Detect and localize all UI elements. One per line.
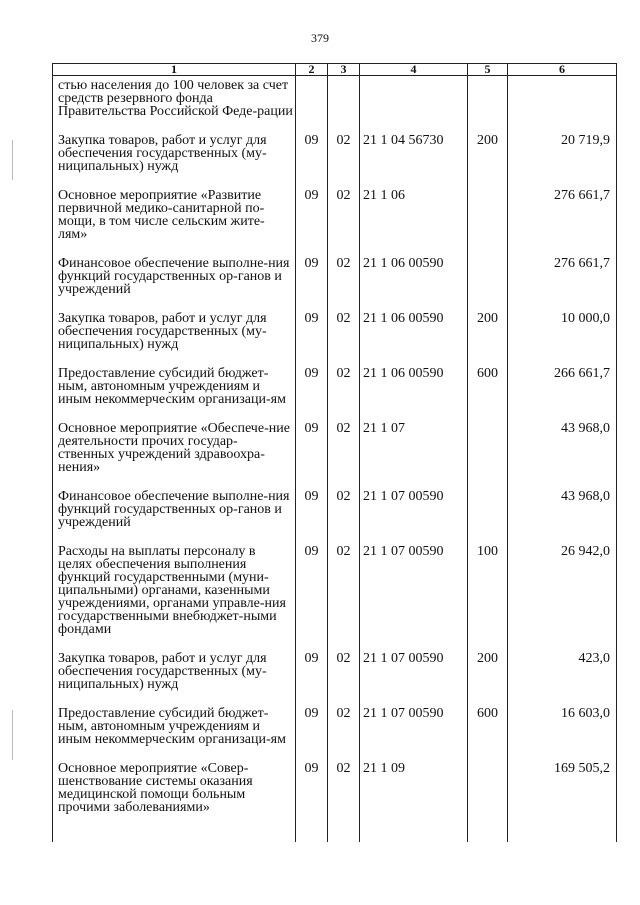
amount: 266 661,7 [508,363,617,418]
column-header: 5 [468,64,508,76]
expense-type-code: 100 [468,541,508,648]
subsection-code: 02 [328,541,360,648]
target-article-code: 21 1 06 [360,185,468,253]
subsection-code: 02 [328,253,360,308]
section-code: 09 [296,703,328,758]
table-row [53,758,617,842]
row-name: Расходы на выплаты персоналу в целях обеспечения выполнения функций государственными (муни-ципальными) органами, казенными учреждениями, органами управле-ния государственными внебюджет-ными фондами [53,541,296,648]
column-header: 1 [53,64,296,76]
expense-type-code: 200 [468,648,508,703]
row-name: Основное мероприятие «Совер-шенствование системы оказания медицинской помощи больным прочими заболеваниями» [53,758,296,842]
expense-type-code [468,758,508,842]
table-header [53,64,617,76]
column-header: 4 [360,64,468,76]
subsection-code: 02 [328,418,360,486]
table-row [53,185,617,253]
amount: 43 968,0 [508,486,617,541]
subsection-code: 02 [328,648,360,703]
expense-type-code: 200 [468,308,508,363]
column-header: 2 [296,64,328,76]
amount: 20 719,9 [508,130,617,185]
target-article-code: 21 1 07 00590 [360,541,468,648]
subsection-code [328,76,360,131]
amount: 10 000,0 [508,308,617,363]
budget-table [52,63,617,842]
amount: 16 603,0 [508,703,617,758]
target-article-code: 21 1 06 00590 [360,363,468,418]
table-body [53,76,617,843]
column-header: 3 [328,64,360,76]
table-row [53,363,617,418]
target-article-code [360,76,468,131]
table-row [53,308,617,363]
amount: 276 661,7 [508,185,617,253]
expense-type-code [468,253,508,308]
amount: 43 968,0 [508,418,617,486]
target-article-code: 21 1 06 00590 [360,308,468,363]
amount: 169 505,2 [508,758,617,842]
page-number: 379 [311,31,329,45]
table-row [53,76,617,131]
row-name: Предоставление субсидий бюджет-ным, автономным учреждениям и иным некоммерческим организаци-ям [53,703,296,758]
target-article-code: 21 1 07 00590 [360,648,468,703]
amount: 423,0 [508,648,617,703]
column-header: 6 [508,64,617,76]
section-code: 09 [296,541,328,648]
section-code: 09 [296,486,328,541]
section-code: 09 [296,185,328,253]
amount [508,76,617,131]
row-name: Финансовое обеспечение выполне-ния функций государственных ор-ганов и учреждений [53,253,296,308]
subsection-code: 02 [328,703,360,758]
row-name: Предоставление субсидий бюджет-ным, автономным учреждениям и иным некоммерческим организаци-ям [53,363,296,418]
section-code: 09 [296,648,328,703]
section-code: 09 [296,130,328,185]
target-article-code: 21 1 09 [360,758,468,842]
target-article-code: 21 1 07 [360,418,468,486]
row-name: Закупка товаров, работ и услуг для обеспечения государственных (му-ниципальных) нужд [53,648,296,703]
row-name: Закупка товаров, работ и услуг для обеспечения государственных (му-ниципальных) нужд [53,308,296,363]
section-code [296,76,328,131]
expense-type-code [468,185,508,253]
subsection-code: 02 [328,130,360,185]
table-row [53,418,617,486]
target-article-code: 21 1 07 00590 [360,486,468,541]
margin-mark [12,140,13,180]
expense-type-code [468,76,508,131]
table-row [53,703,617,758]
expense-type-code: 200 [468,130,508,185]
subsection-code: 02 [328,758,360,842]
section-code: 09 [296,363,328,418]
expense-type-code: 600 [468,363,508,418]
expense-type-code: 600 [468,703,508,758]
subsection-code: 02 [328,363,360,418]
table-row [53,486,617,541]
row-name: стью населения до 100 человек за счет средств резервного фонда Правительства Российской Феде-рации [53,76,296,131]
table-row [53,648,617,703]
expense-type-code [468,418,508,486]
row-name: Финансовое обеспечение выполне-ния функций государственных ор-ганов и учреждений [53,486,296,541]
amount: 276 661,7 [508,253,617,308]
table-row [53,253,617,308]
row-name: Основное мероприятие «Обеспече-ние деятельности прочих государ-ственных учреждений здравоохра-нения» [53,418,296,486]
subsection-code: 02 [328,185,360,253]
section-code: 09 [296,758,328,842]
section-code: 09 [296,308,328,363]
section-code: 09 [296,253,328,308]
target-article-code: 21 1 07 00590 [360,703,468,758]
target-article-code: 21 1 06 00590 [360,253,468,308]
row-name: Закупка товаров, работ и услуг для обеспечения государственных (му-ниципальных) нужд [53,130,296,185]
table-row [53,541,617,648]
subsection-code: 02 [328,308,360,363]
expense-type-code [468,486,508,541]
table-row [53,130,617,185]
subsection-code: 02 [328,486,360,541]
amount: 26 942,0 [508,541,617,648]
margin-mark [12,710,13,760]
target-article-code: 21 1 04 56730 [360,130,468,185]
row-name: Основное мероприятие «Развитие первичной медико-санитарной по-мощи, в том числе сельским жите-лям» [53,185,296,253]
section-code: 09 [296,418,328,486]
